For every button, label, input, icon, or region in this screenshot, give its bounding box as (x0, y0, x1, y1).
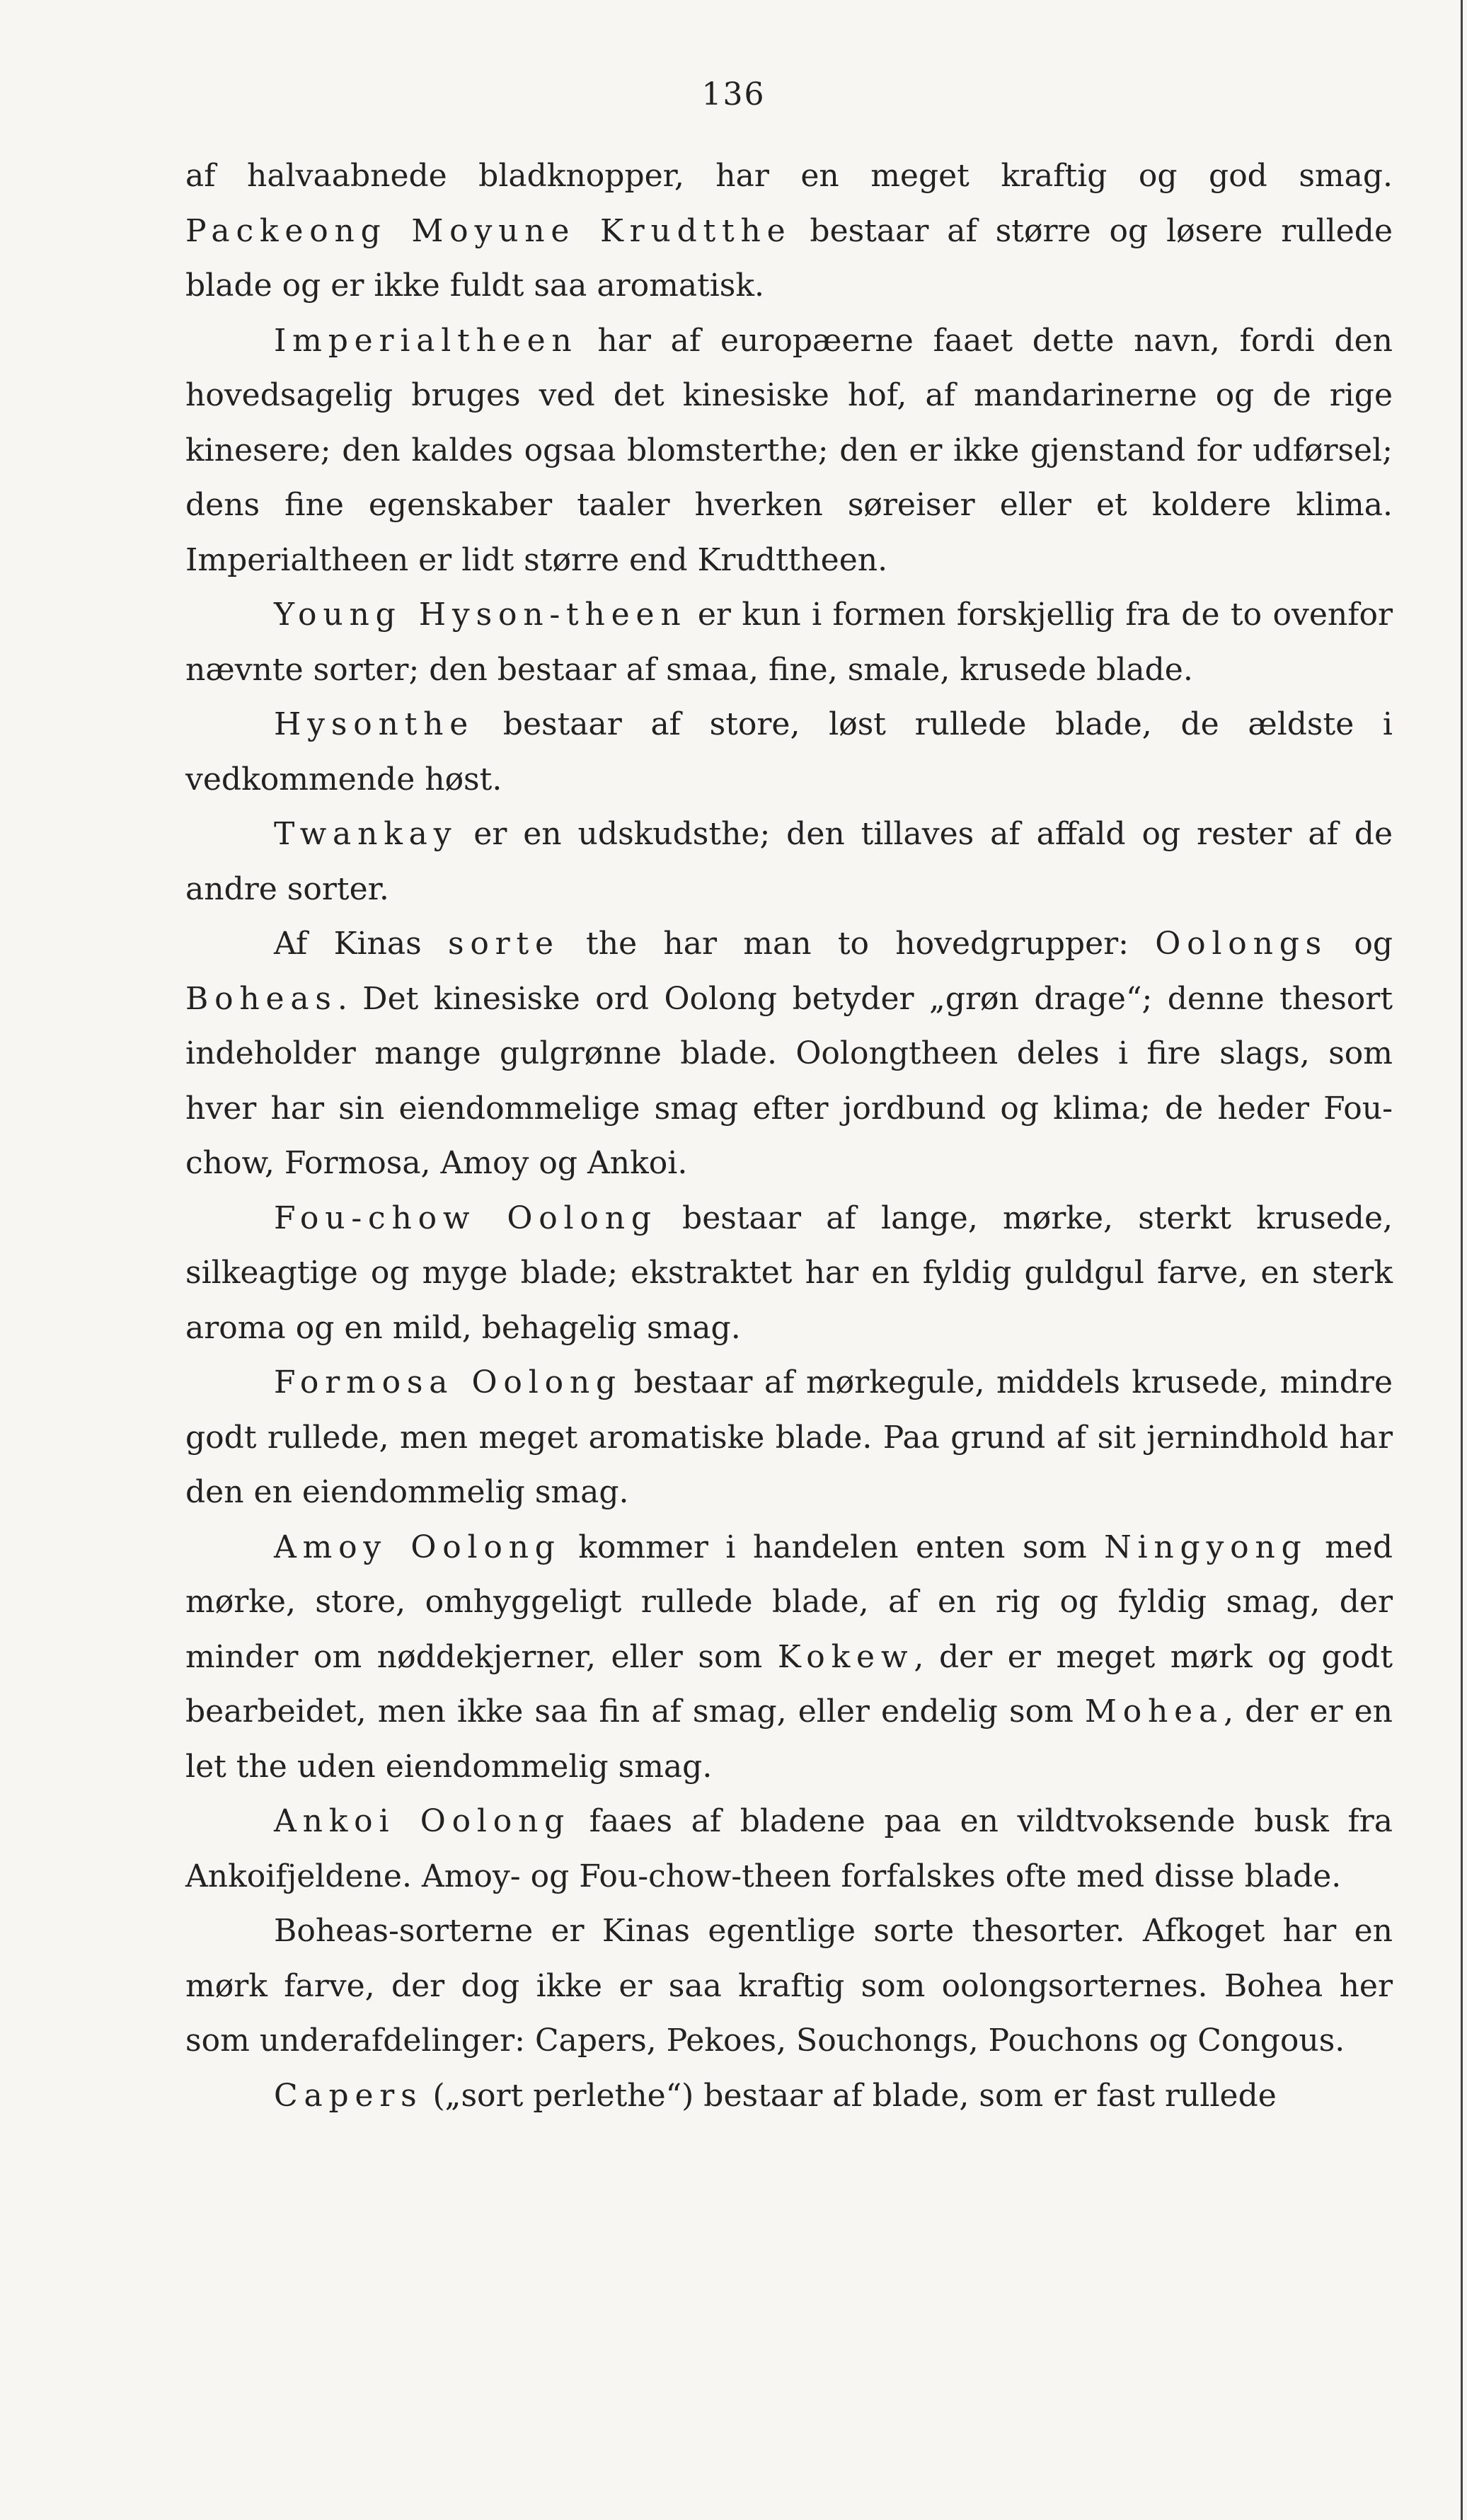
spaced-term: Ankoi Oolong (274, 1803, 571, 1839)
text-run: af halvaabnede bladknopper, har en meget kraftig og god smag. (185, 158, 1393, 194)
spaced-term: Fou-chow Oolong (274, 1199, 657, 1236)
text-run: („sort perlethe“) bestaar af blade, som er fast rullede (422, 2077, 1277, 2114)
text-run: , der er meget mørk og godt bearbeidet, men ikke saa fin af smag, eller endelig som (185, 1638, 1393, 1730)
spaced-term: Hysonthe (274, 706, 475, 742)
spaced-term: Mohea (1084, 1693, 1224, 1730)
spaced-term: Boheas (185, 980, 338, 1017)
paragraph (185, 1794, 1393, 1904)
spaced-term: Oolongs (1155, 926, 1328, 962)
paragraph (185, 149, 1393, 313)
spaced-term: Amoy Oolong (274, 1529, 561, 1565)
paragraph (185, 1355, 1393, 1520)
text-run: og (1328, 926, 1393, 962)
text-run: er kun i formen forskjellig fra de to ovenfor nævnte sorter; den bestaar af smaa, fine, smale, krusede blade. (185, 597, 1393, 688)
paragraph (185, 1520, 1393, 1795)
text-run: , der er en let the uden eiendommelig smag. (185, 1693, 1393, 1785)
text-run: the har man to hovedgrupper: (559, 926, 1156, 962)
paragraph (185, 1904, 1393, 2069)
text-run: bestaar af mørkegule, middels krusede, mindre godt rullede, men meget aromatiske blade. Paa grund af sit jernindhold har den en eiendommelig smag. (185, 1364, 1393, 1510)
text-run: bestaar af større og løsere rullede blade og er ikke fuldt saa aromatisk. (185, 212, 1393, 304)
text-run: Af Kinas (274, 926, 448, 962)
paragraph (185, 587, 1393, 697)
spaced-term: sorte (447, 926, 560, 962)
paragraph (185, 697, 1393, 807)
text-run: faaes af bladene paa en vildtvoksende busk fra Ankoifjeldene. Amoy- og Fou-chow-theen forfalskes ofte med disse blade. (185, 1803, 1393, 1894)
text-run: kommer i handelen enten som (560, 1529, 1105, 1565)
text-run: . Det kinesiske ord Oolong betyder „grøn drage“; denne thesort indeholder mange gulgrønne blade. Oolongtheen deles i fire slags, som hver har sin eiendommelige smag efter jordbund og klima; de heder Fou-chow, Formosa, Amoy og Ankoi. (185, 980, 1393, 1181)
text-run: bestaar af lange, mørke, sterkt krusede, silkeagtige og myge blade; ekstraktet har en fyldig guldgul farve, en sterk aroma og en mild, behagelig smag. (185, 1199, 1393, 1346)
paragraph (185, 807, 1393, 916)
spaced-term: Young Hyson-theen (274, 597, 687, 633)
text-run: har af europæerne faaet dette navn, fordi den hovedsagelig bruges ved det kinesiske hof, af mandarinerne og de rige kinesere; den kaldes ogsaa blomsterthe; den er ikke gjenstand for udførsel; dens fine egenskaber taaler hverken søreiser eller et koldere klima. Imperialtheen er lidt større end Krudttheen. (185, 322, 1393, 578)
spaced-term: Kokew (777, 1638, 914, 1675)
paragraph (185, 1191, 1393, 1356)
spaced-term: Capers (274, 2077, 423, 2114)
paragraph (185, 916, 1393, 1191)
body-text (185, 149, 1393, 2123)
page-edge-line (1461, 0, 1463, 2520)
page-number: 136 (701, 76, 766, 113)
spaced-term: Ningyong (1104, 1529, 1308, 1565)
paragraph (185, 313, 1393, 588)
text-run: Boheas-sorterne er Kinas egentlige sorte thesorter. Afkoget har en mørk farve, der dog ikke er saa kraftig som oolongsorternes. Bohea her som underafdelinger: Capers, Pekoes, Souchongs, Pouchons og Congous. (185, 1913, 1393, 2059)
text-run: bestaar af store, løst rullede blade, de ældste i vedkommende høst. (185, 706, 1393, 798)
spaced-term: Imperialtheen (274, 322, 578, 359)
spaced-term: Packeong Moyune Krudtthe (185, 212, 792, 249)
spaced-term: Formosa Oolong (274, 1364, 622, 1400)
paragraph (185, 2069, 1393, 2124)
spaced-term: Twankay (274, 816, 458, 852)
text-run: er en udskudsthe; den tillaves af affald og rester af de andre sorter. (185, 816, 1393, 907)
text-run: med mørke, store, omhyggeligt rullede blade, af en rig og fyldig smag, der minder om nøddekjerner, eller som (185, 1529, 1393, 1675)
